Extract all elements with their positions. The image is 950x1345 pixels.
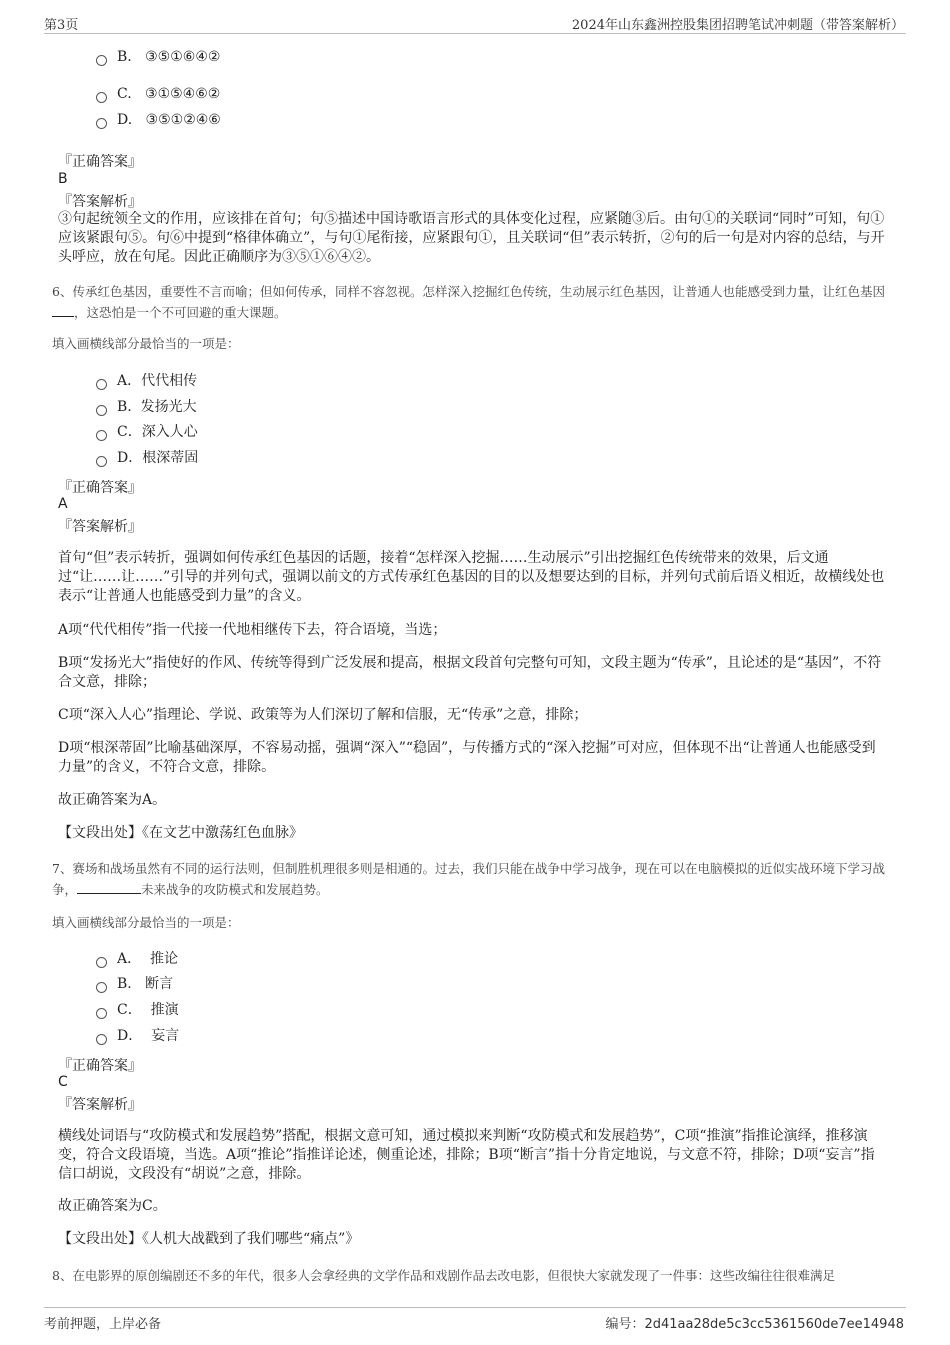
q7-option-b[interactable]: B. 断言 bbox=[96, 975, 173, 993]
radio-icon[interactable] bbox=[96, 405, 107, 416]
q5-answer-label: 『正确答案』 bbox=[58, 154, 142, 170]
q7-answer-label: 『正确答案』 bbox=[58, 1058, 142, 1074]
q7-option-a[interactable]: A． 推论 bbox=[96, 950, 178, 968]
q6-answer-label: 『正确答案』 bbox=[58, 480, 142, 496]
footer-slogan: 考前押题，上岸必备 bbox=[44, 1317, 162, 1332]
q7-analysis-p1: 横线处词语与“攻防模式和发展趋势”搭配，根据文意可知，通过模拟来判断“攻防模式和发展趋势”，C项“推演”指推论演绎，推移演变，符合文段语境，当选。A项“推论”指推详论述，侧重论述，排除；B项“断言”指十分肯定地说，与文意不符，排除；D项“妄言”指信口胡说，文段没有“胡说”之意，排除。 bbox=[58, 1128, 875, 1182]
radio-icon[interactable] bbox=[96, 957, 107, 968]
radio-icon[interactable] bbox=[96, 430, 107, 441]
footer-rule bbox=[44, 1307, 906, 1308]
radio-icon[interactable] bbox=[96, 379, 107, 390]
q6-analysis-p1: 首句“但”表示转折，强调如何传承红色基因的话题，接着“怎样深入挖掘……生动展示”引出挖掘红色传统带来的效果，后文通过“让……让……”引导的并列句式，强调以前文的方式传承红色基因的目的以及想要达到的目标，并列句式前后语义相近，故横线处也表示“让普通人也能感受到力量”的含义。 bbox=[58, 550, 885, 604]
q7-prompt: 填入画横线部分最恰当的一项是： bbox=[52, 915, 240, 930]
q6-analysis-label: 『答案解析』 bbox=[58, 519, 142, 535]
q7-analysis-label: 『答案解析』 bbox=[58, 1097, 142, 1113]
q7-answer: C bbox=[58, 1074, 68, 1090]
q7-option-d[interactable]: D． 妄言 bbox=[96, 1027, 179, 1045]
footer-code: 编号：2d41aa28de5c3cc5361560de7ee14948 bbox=[605, 1317, 904, 1332]
radio-icon[interactable] bbox=[96, 1008, 107, 1019]
radio-icon[interactable] bbox=[96, 92, 107, 103]
q6-answer: A bbox=[58, 496, 68, 512]
q6-prompt: 填入画横线部分最恰当的一项是： bbox=[52, 336, 240, 351]
q5-option-d[interactable]: D. ③⑤①②④⑥ bbox=[96, 111, 221, 129]
q6-analysis-p2: A项“代代相传”指一代接一代地相继传下去，符合语境，当选； bbox=[58, 622, 447, 638]
q7-analysis-p2: 故正确答案为C。 bbox=[58, 1198, 167, 1214]
q6-stem: 6、传承红色基因，重要性不言而喻；但如何传承，同样不容忽视。怎样深入挖掘红色传统，生动展示红色基因，让普通人也能感受到力量，让红色基因，这恐怕是一个不可回避的重大课题。 bbox=[52, 284, 885, 320]
page-number: 第3页 bbox=[44, 18, 79, 33]
q7-blank bbox=[77, 893, 141, 894]
radio-icon[interactable] bbox=[96, 55, 107, 66]
q5-option-c[interactable]: C. ③①⑤④⑥② bbox=[96, 85, 220, 103]
q5-analysis-label: 『答案解析』 bbox=[58, 194, 142, 210]
radio-icon[interactable] bbox=[96, 982, 107, 993]
radio-icon[interactable] bbox=[96, 1034, 107, 1045]
q6-option-c[interactable]: C．深入人心 bbox=[96, 423, 198, 441]
q6-analysis-p3: B项“发扬光大”指使好的作风、传统等得到广泛发展和提高，根据文段首句完整句可知，文段主题为“传承”，且论述的是“基因”，不符合文意，排除； bbox=[58, 655, 882, 690]
q6-analysis-p6: 故正确答案为A。 bbox=[58, 792, 167, 808]
q7-stem: 7、赛场和战场虽然有不同的运行法则，但制胜机理很多则是相通的。过去，我们只能在战争中学习战争，现在可以在电脑模拟的近似实战环境下学习战争， 未来战争的攻防模式和发展趋势。 bbox=[52, 861, 885, 897]
q7-source: 【文段出处】《人机大战戳到了我们哪些“痛点”》 bbox=[58, 1231, 360, 1247]
header-rule bbox=[44, 33, 906, 34]
q6-option-a[interactable]: A．代代相传 bbox=[96, 372, 197, 390]
q5-option-b[interactable]: B. ③⑤①⑥④② bbox=[96, 48, 220, 66]
q7-option-c[interactable]: C． 推演 bbox=[96, 1001, 179, 1019]
q6-option-b[interactable]: B. 发扬光大 bbox=[96, 398, 197, 416]
radio-icon[interactable] bbox=[96, 456, 107, 467]
q5-analysis: ③句起统领全文的作用，应该排在首句；句⑤描述中国诗歌语言形式的具体变化过程，应紧随③后。由句①的关联词“同时”可知，句①应该紧跟句⑤。句⑥中提到“格律体确立”，与句①尾衔接，应紧跟句①，且关联词“但”表示转折，②句的后一句是对内容的总结，与开头呼应，放在句尾。因此正确顺序为③⑤①⑥④②。 bbox=[58, 211, 885, 265]
radio-icon[interactable] bbox=[96, 118, 107, 129]
q5-answer: B bbox=[58, 171, 68, 187]
document-title: 2024年山东鑫洲控股集团招聘笔试冲刺题（带答案解析） bbox=[571, 18, 904, 33]
q6-analysis-p4: C项“深入人心”指理论、学说、政策等为人们深切了解和信服，无“传承”之意，排除； bbox=[58, 707, 588, 723]
q6-blank bbox=[52, 316, 74, 317]
q6-source: 【文段出处】《在文艺中激荡红色血脉》 bbox=[58, 825, 303, 841]
q8-stem: 8、在电影界的原创编剧还不多的年代，很多人会拿经典的文学作品和戏剧作品去改电影，但很快大家就发现了一件事：这些改编往往很难满足 bbox=[52, 1268, 835, 1283]
q6-option-d[interactable]: D．根深蒂固 bbox=[96, 449, 198, 467]
q6-analysis-p5: D项“根深蒂固”比喻基础深厚，不容易动摇，强调“深入”“稳固”，与传播方式的“深入挖掘”可对应，但体现不出“让普通人也能感受到力量”的含义，不符合文意，排除。 bbox=[58, 740, 876, 775]
